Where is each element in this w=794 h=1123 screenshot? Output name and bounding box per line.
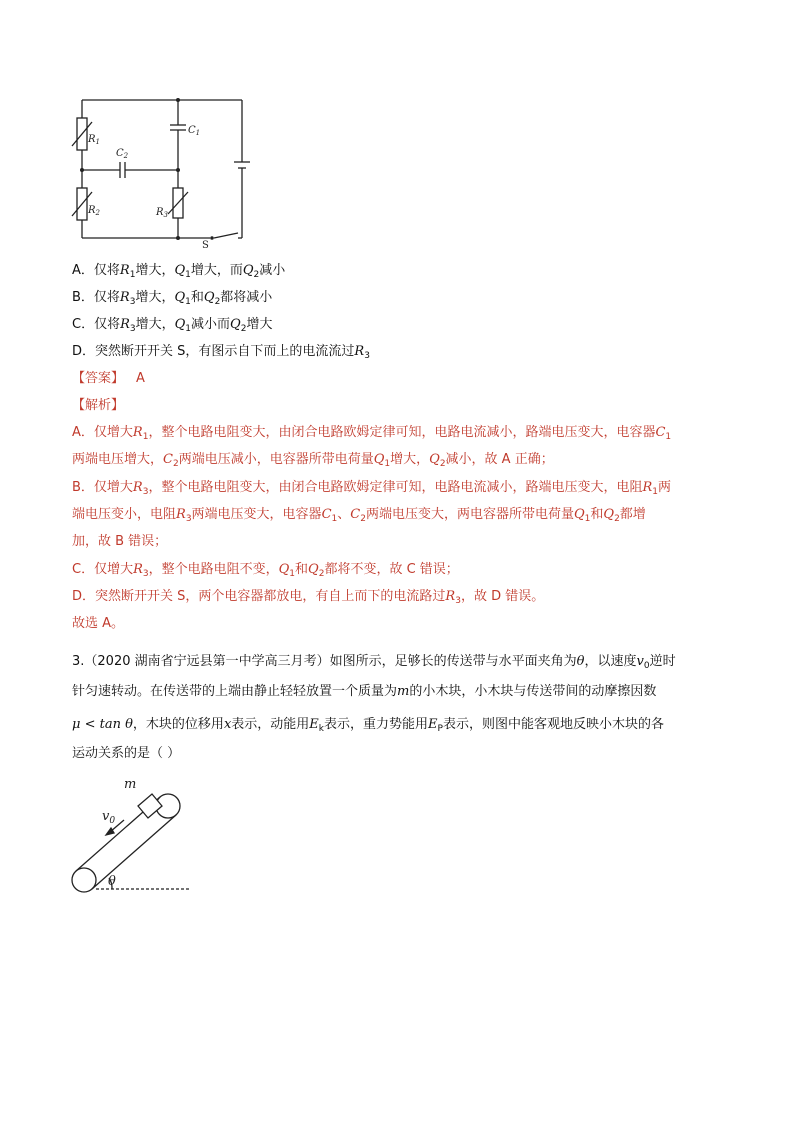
option-b: B．仅将$R_3$增大，$Q_1$和$Q_2$都将减小	[72, 290, 273, 307]
question3-line1: 3.（2020 湖南省宁远县第一中学高三月考）如图所示，足够长的传送带与水平面夹角为θ，以速度$v_0$逆时	[72, 654, 676, 671]
option-a: A．仅将$R_1$增大，$Q_1$增大，而$Q_2$减小	[72, 263, 286, 280]
question3-line4: 运动关系的是（ ）	[72, 746, 181, 761]
answer-label: 【答案】	[72, 371, 125, 386]
r2-label: $R_2$	[88, 205, 100, 217]
switch-label: S	[202, 240, 209, 250]
analysis-label: 【解析】	[72, 398, 125, 413]
c2-label: $C_2$	[116, 148, 129, 160]
analysis-c-line: C．仅增大$R_3$，整个电路电阻不变，$Q_1$和$Q_2$都将不变，故 C 错误；	[72, 562, 459, 579]
c1-label: $C_1$	[188, 125, 201, 137]
analysis-d-line: D．突然断开开关 S，两个电容器都放电，有自上而下的电流路过$R_3$，故 D 错误。	[72, 589, 545, 606]
analysis-a-line1: A．仅增大$R_1$，整个电路电阻变大，由闭合电路欧姆定律可知，电路电流减小，路端电压变大，电容器$C_1$	[72, 425, 672, 442]
option-c: C．仅将$R_3$增大，$Q_1$减小而$Q_2$增大	[72, 317, 273, 334]
r3-label: $R_3$	[156, 207, 168, 219]
answer-value: A	[136, 371, 145, 386]
r1-label: $R_1$	[88, 134, 100, 146]
analysis-b-line3: 加，故 B 错误；	[72, 534, 168, 549]
analysis-conclusion: 故选 A。	[72, 616, 125, 631]
question3-line3: μ < tan θ，木块的位移用x表示，动能用$E_k$表示，重力势能用$E_P$表示，则图中能客观地反映小木块的各	[72, 717, 664, 734]
circuit-diagram	[70, 90, 260, 250]
option-d: D．突然断开开关 S，有图示自下而上的电流流过$R_3$	[72, 344, 370, 361]
conveyor-belt-figure	[66, 768, 196, 898]
velocity-label: $v_0$	[102, 809, 116, 826]
theta-label: θ	[108, 874, 116, 889]
analysis-b-line2: 端电压变小，电阻$R_3$两端电压变大，电容器$C_1$、$C_2$两端电压变大，两电容器所带电荷量$Q_1$和$Q_2$都增	[72, 507, 646, 524]
answer-line	[72, 369, 145, 389]
question3-line2: 针匀速转动。在传送带的上端由静止轻轻放置一个质量为m的小木块，小木块与传送带间的动摩擦因数	[72, 684, 657, 699]
analysis-b-line1: B．仅增大$R_3$，整个电路电阻变大，由闭合电路欧姆定律可知，电路电流减小，路端电压变大，电阻$R_1$两	[72, 480, 672, 497]
analysis-a-line2: 两端电压增大，$C_2$两端电压减小，电容器所带电荷量$Q_1$增大，$Q_2$减小，故 A 正确；	[72, 452, 554, 469]
mass-label: m	[124, 777, 137, 792]
